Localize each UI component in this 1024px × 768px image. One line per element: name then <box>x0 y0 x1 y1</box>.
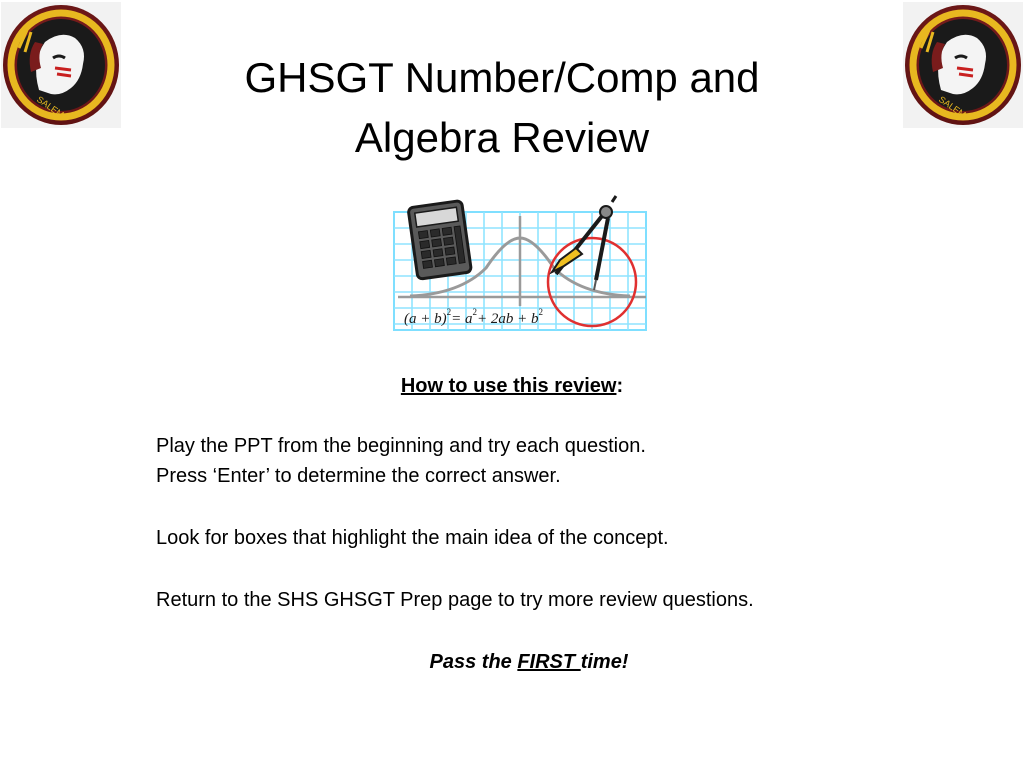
tagline <box>0 647 1024 677</box>
instruction-line: Return to the SHS GHSGT Prep page to try more review questions. <box>156 589 754 611</box>
formula-exponent: 2 <box>446 307 452 317</box>
formula-part: (a + b) <box>404 311 447 327</box>
instruction-line: Play the PPT from the beginning and try each question. <box>156 435 646 457</box>
tagline-after: time! <box>580 651 629 673</box>
tagline-before: Pass the <box>429 651 518 673</box>
formula-part: + 2ab + b <box>477 311 539 327</box>
page-title <box>190 48 814 168</box>
formula-part: = a <box>451 311 473 327</box>
tagline-emphasis: FIRST <box>517 651 581 673</box>
instruction-line: Look for boxes that highlight the main idea of the concept. <box>156 527 669 549</box>
howto-colon: : <box>616 375 624 397</box>
seminole-logo-icon <box>903 2 1023 128</box>
calculator-icon <box>408 200 471 279</box>
instructions-paragraph <box>156 431 936 491</box>
instruction-line: Press ‘Enter’ to determine the correct answer. <box>156 465 561 487</box>
howto-label: How to use this review <box>400 375 617 397</box>
logo-text: SALEM <box>35 94 66 120</box>
seminole-logo-icon <box>1 2 121 128</box>
title-line-1: GHSGT Number/Comp and <box>244 54 760 101</box>
logo-text: SALEM <box>937 94 968 120</box>
binomial-formula <box>404 303 543 328</box>
howto-heading <box>0 373 1024 399</box>
formula-exponent: 2 <box>472 307 477 317</box>
formula-exponent: 2 <box>538 307 543 317</box>
title-line-2: Algebra Review <box>354 114 650 161</box>
